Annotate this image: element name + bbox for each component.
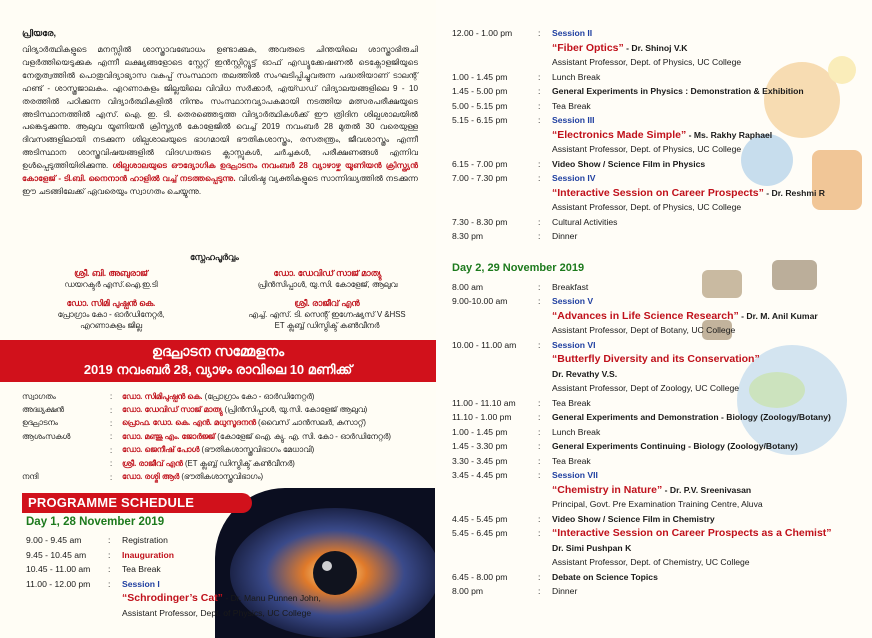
programme-row: : ശ്രീ. രാജീവ് എൻ (ET ക്ലബ്ബ് ഡിസ്ട്രിക്ട് കൺവീനർ)	[110, 458, 295, 469]
schedule-item: Dinner	[552, 586, 578, 596]
session-label: Session IV	[552, 173, 596, 183]
programme-detail: (വൈസ് ചാൻസലർ, കുസാറ്റ്)	[258, 418, 366, 428]
programme-name: ശ്രീ. രാജീവ് എൻ	[122, 458, 183, 468]
schedule-time: 1.00 - 1.45 pm	[452, 426, 508, 437]
schedule-time: 1.00 - 1.45 pm	[452, 71, 508, 82]
schedule-row: 11.00 - 12.00 pm : Session I “Schrodinger’s Cat” - Dr. Manu Punnen John,	[26, 577, 426, 606]
schedule-row: 9.00 - 9.45 am : Registration	[26, 533, 426, 548]
session-label: Session V	[552, 296, 594, 306]
signatory-name: ശ്രീ. രാജീവ് എൻ	[294, 298, 360, 308]
schedule-item: Breakfast	[552, 281, 589, 292]
session-affiliation: Assistant Professor, Dept. of Physics, UC College	[122, 607, 312, 618]
programme-name: ഡോ. ജെനീഷ് പോൾ	[122, 445, 200, 455]
schedule-row: 11.10 - 1.00 pm : General Experiments and Demonstration - Biology (Zoology/Botany)	[452, 410, 862, 425]
schedule-row: 4.45 - 5.45 pm : Video Show / Science Film in Chemistry	[452, 512, 862, 527]
schedule-time: 12.00 - 1.00 pm	[452, 28, 513, 38]
session-label: Session I	[122, 578, 160, 589]
programme-role: അദ്ധ്യക്ഷൻ	[22, 405, 64, 415]
schedule-row: 10.00 - 11.00 am : Session VI “Butterfly Diversity and its Conservation” Dr. Revathy V.S. Assistant Professor, Dept of Zoology, UC College	[452, 338, 862, 396]
inauguration-programme	[22, 390, 427, 484]
schedule-row: 7.30 - 8.30 pm : Cultural Activities	[452, 215, 862, 230]
inauguration-banner	[0, 340, 436, 382]
schedule-time: 10.45 - 11.00 am	[26, 564, 91, 574]
programme-name: ഡോ. രശ്മി ആർ	[122, 472, 180, 482]
session-affiliation: Principal, Govt. Pre Examination Training Centre, Aluva	[552, 499, 763, 509]
schedule-row: 8.30 pm : Dinner	[452, 229, 862, 244]
schedule-time: 11.00 - 11.10 am	[452, 397, 516, 408]
schedule-time: 5.15 - 6.15 pm	[452, 115, 508, 125]
schedule-item: Tea Break	[552, 397, 591, 408]
schedule-item: Lunch Break	[552, 71, 601, 82]
programme-row: അദ്ധ്യക്ഷൻ : ഡോ. ഡേവിഡ് സാജ് മാത്യു (പ്രിൻസിപ്പാൾ, യു.സി. കോളേജ് ആലുവ)	[22, 405, 368, 415]
session-speaker: - Dr. M. Anil Kumar	[741, 310, 818, 321]
session-title: “Schrodinger’s Cat”	[122, 592, 223, 604]
signatory-role: പ്രോഗ്രാം കോ - ഓർഡിനേറ്റർ,	[57, 310, 165, 319]
schedule-time: 10.00 - 11.00 am	[452, 339, 517, 350]
schedule-row: 3.30 - 3.45 pm : Tea Break	[452, 454, 862, 469]
session-affiliation: Assistant Professor, Dept. of Physics, UC College	[552, 202, 742, 212]
schedule-row: 6.15 - 7.00 pm : Video Show / Science Film in Physics	[452, 157, 862, 172]
session-title: “Interactive Session on Career Prospects”	[552, 186, 764, 199]
programme-name: പ്രൊഫ. ഡോ. കെ. എൻ. മധുസൂദനൻ	[122, 418, 256, 428]
schedule-time: 4.45 - 5.45 pm	[452, 513, 508, 524]
session-title: “Fiber Optics”	[552, 41, 624, 54]
schedule-time: 6.15 - 7.00 pm	[452, 158, 508, 169]
schedule-row: 8.00 am : Breakfast	[452, 280, 862, 295]
session-speaker: - Dr. Shinoj V.K	[626, 42, 688, 53]
programme-detail: (കോളേജ് ഐ. ക്യു. എ. സി. കോ - ഓർഡിനേറ്റർ)	[217, 431, 391, 441]
schedule-row	[26, 606, 426, 621]
signatory-name: ശ്രീ. ബി. അബുരാജ്	[74, 268, 148, 278]
schedule-row: 5.00 - 5.15 pm : Tea Break	[452, 99, 862, 114]
schedule-time: 5.45 - 6.45 pm	[452, 528, 508, 538]
session-title: “Electronics Made Simple”	[552, 128, 687, 141]
schedule-time: 8.30 pm	[452, 231, 484, 241]
programme-row: ആശംസകൾ : ഡോ. മഞ്ജു എം. ജോർജ്ജ് (കോളേജ് ഐ. ക്യു. എ. സി. കോ - ഓർഡിനേറ്റർ)	[22, 431, 391, 442]
schedule-item: General Experiments in Physics : Demonstration & Exhibition	[552, 86, 804, 96]
schedule-time: 3.30 - 3.45 pm	[452, 455, 508, 466]
schedule-item: Video Show / Science Film in Physics	[552, 158, 706, 169]
session-affiliation: Assistant Professor, Dept. of Physics, UC College	[552, 57, 742, 67]
programme-detail: (പ്രോഗ്രാം കോ - ഓർഡിനേറ്റർ)	[204, 391, 315, 401]
programme-detail: (ഭൗതികശാസ്ത്രവിഭാഗം)	[181, 472, 264, 482]
session-label: Session III	[552, 115, 595, 125]
programme-role: ഉദ്ഘാടനം	[22, 418, 58, 428]
programme-role: ആശംസകൾ	[22, 431, 71, 441]
schedule-time: 8.00 pm	[452, 586, 484, 596]
signatory-role-2: ET ക്ലബ്ബ് ഡിസ്ട്രിക്ട് കൺവീനർ	[274, 321, 380, 330]
schedule-row: 1.00 - 1.45 pm : Lunch Break	[452, 425, 862, 440]
letter-paragraph: വിദ്യാർത്ഥികളുടെ മനസ്സിൽ ശാസ്ത്രാവബോധം ഉണ്ടാക്കുക, അവരുടെ ചിന്തയിലെ ശാസ്ത്രാഭിരുചി വളർത്തിയെടുക്കുക എന്നീ ലക്ഷ്യങ്ങളോടെ സ്റ്റേറ്റ് ഇൻസ്റ്റിറ്റ്യൂട്ട് ഓഫ് എഡ്യൂക്കേഷണൽ ടെക്നോളജിയുടെ നേതൃത്വത്തിൽ പൊതുവിദ്യാഭ്യാസ വകുപ്പ് സംസ്ഥാന തലത്തിൽ സംഘടിപ്പിച്ചുവരുന്ന പദ്ധതിയാണ് ടാലന്റ് ഹണ്ട് - ശാസ്ത്രജാലകം. എറണാകുളം ജില്ലയിലെ വിവിധ സർക്കാർ, എയ്ഡഡ് വിദ്യാലയങ്ങളിലെ 9 - 10 തരത്തിൽ പഠിക്കുന്ന വിദ്യാർത്ഥികളിൽ നിന്നും സംസ്ഥാനവ്യാപകമായി നടത്തിയ മത്സരപരീക്ഷയുടെ അടിസ്ഥാനത്തിൽ എസ്. ഐ. ഇ. ടി. തെരഞ്ഞെടുത്ത വിദ്യാർത്ഥികൾക്ക് ഈ ത്രിദിന ശില്പശാലയിൽ പങ്കെടുക്കുന്നു. ആലുവ യൂണിയൻ ക്രിസ്ത്യൻ കോളേജിൽ വെച്ച് 2019 നവംബർ 28 മുതൽ 30 വരെയുള്ള ദിവസങ്ങളിലായി നടക്കുന്ന ശില്പശാലയുടെ ഭാഗമായി ഭൗതികശാസ്ത്രം, രസതന്ത്രം, ജീവശാസ്ത്രം എന്നീ അടിസ്ഥാന ശാസ്ത്രവിഷയങ്ങളിൽ വിദഗ്ധരുടെ ക്ലാസ്സുകൾ, ചർച്ചകൾ, പരീക്ഷണങ്ങൾ എന്നിവ ഉൾപ്പെടുത്തിയിരിക്കുന്നു.	[22, 45, 418, 171]
schedule-item: General Experiments and Demonstration - Biology (Zoology/Botany)	[552, 412, 831, 422]
schedule-time: 11.00 - 12.00 pm	[26, 578, 91, 589]
signatory-name: ഡോ. ഡേവിഡ് സാജ് മാത്യു	[273, 268, 382, 278]
programme-row: : ഡോ. ജെനീഷ് പോൾ (ഭൗതികശാസ്ത്രവിഭാഗം മേധാവി)	[110, 445, 315, 455]
session-affiliation: Assistant Professor, Dept of Botany, UC College	[552, 325, 736, 335]
session-speaker: - Dr. Manu Punnen John,	[225, 593, 321, 603]
signatory	[230, 268, 425, 290]
programme-detail: (ഭൗതികശാസ്ത്രവിഭാഗം മേധാവി)	[201, 445, 315, 455]
programme-row: നന്ദി : ഡോ. രശ്മി ആർ (ഭൗതികശാസ്ത്രവിഭാഗം)	[22, 472, 264, 482]
session-speaker: Dr. Simi Pushpan K	[552, 542, 632, 553]
session-speaker: - Dr. P.V. Sreenivasan	[664, 484, 752, 495]
schedule-row: 12.00 - 1.00 pm : Session II “Fiber Optics” - Dr. Shinoj V.K Assistant Professor, Dept. of Physics, UC College	[452, 26, 862, 70]
schedule-item: Tea Break	[552, 100, 591, 111]
programme-role: സ്വാഗതം	[22, 391, 56, 401]
programme-name: ഡോ. മഞ്ജു എം. ജോർജ്ജ്	[122, 431, 216, 441]
schedule-row: 9.00-10.00 am : Session V “Advances in Life Science Research” - Dr. M. Anil Kumar Assistant Professor, Dept of Botany, UC College	[452, 294, 862, 338]
schedule-time: 8.00 am	[452, 281, 484, 292]
schedule-row: 11.00 - 11.10 am : Tea Break	[452, 396, 862, 411]
signatory-name: ഡോ. സിമി പുഷ്പൻ കെ.	[66, 298, 156, 308]
banner-date: 2019 നവംബർ 28, വ്യാഴം രാവിലെ 10 മണിക്ക്	[83, 362, 353, 377]
session-label: Session VI	[552, 339, 596, 350]
programme-row: ഉദ്ഘാടനം : പ്രൊഫ. ഡോ. കെ. എൻ. മധുസൂദനൻ (വൈസ് ചാൻസലർ, കുസാറ്റ്)	[22, 418, 366, 428]
signatory	[26, 298, 196, 331]
session-affiliation: Assistant Professor, Dept. of Physics, UC College	[552, 144, 742, 154]
schedule-time: 11.10 - 1.00 pm	[452, 412, 512, 422]
banner-title: ഉദ്ഘാടന സമ്മേളനം	[151, 343, 285, 359]
day1-title: Day 1, 28 November 2019	[26, 516, 165, 528]
programme-detail: (പ്രിൻസിപ്പാൾ, യു.സി. കോളേജ് ആലുവ)	[224, 405, 368, 415]
schedule-time: 1.45 - 3.30 pm	[452, 441, 508, 451]
schedule-row: 8.00 pm : Dinner	[452, 584, 862, 599]
session-affiliation: Assistant Professor, Dept of Zoology, UC College	[552, 383, 740, 393]
schedule-item: Cultural Activities	[552, 216, 618, 227]
signatory	[222, 298, 432, 331]
schedule-row: 9.45 - 10.45 am : Inauguration	[26, 548, 426, 563]
schedule-row: 5.45 - 6.45 pm : “Interactive Session on Career Prospects as a Chemist” Dr. Simi Pushpan K Assistant Professor, Dept. of Chemistry, UC College	[452, 526, 862, 570]
schedule-time: 9.00-10.00 am	[452, 296, 508, 306]
schedule-item: General Experiments Continuing - Biology (Zoology/Botany)	[552, 441, 798, 451]
schedule-time: 9.00 - 9.45 am	[26, 535, 82, 545]
schedule-item: Dinner	[552, 231, 578, 241]
schedule-item: Video Show / Science Film in Chemistry	[552, 513, 715, 524]
session-speaker: - Ms. Rakhy Raphael	[688, 129, 773, 140]
programme-schedule-heading: PROGRAMME SCHEDULE	[22, 493, 252, 513]
schedule-row: 1.45 - 3.30 pm : General Experiments Continuing - Biology (Zoology/Botany)	[452, 439, 862, 454]
programme-detail: (ET ക്ലബ്ബ് ഡിസ്ട്രിക്ട് കൺവീനർ)	[184, 458, 295, 468]
programme-role: നന്ദി	[22, 472, 39, 482]
schedule-time: 5.00 - 5.15 pm	[452, 100, 508, 111]
session-title: “Butterfly Diversity and its Conservation”	[552, 353, 760, 365]
programme-row: സ്വാഗതം : ഡോ. സിമിപുഷ്പൻ കെ. (പ്രോഗ്രാം കോ - ഓർഡിനേറ്റർ)	[22, 391, 315, 402]
day1-schedule-part1	[26, 533, 426, 620]
signatory-role-2: എറണാകുളം ജില്ല	[80, 321, 142, 330]
schedule-item: Registration	[122, 535, 168, 545]
schedule-item: Inauguration	[122, 549, 175, 560]
signatory-role: ഡയറക്ടർ എസ്.ഐ.ഇ.ടി	[64, 280, 158, 289]
schedule-time: 3.45 - 4.45 pm	[452, 470, 508, 480]
schedule-item: Tea Break	[122, 564, 161, 574]
session-title: “Interactive Session on Career Prospects as a Chemist”	[552, 527, 832, 539]
schedule-time: 7.30 - 8.30 pm	[452, 216, 508, 227]
day2-title: Day 2, 29 November 2019	[452, 261, 585, 274]
session-title: “Chemistry in Nature”	[552, 483, 663, 496]
programme-name: ഡോ. ഡേവിഡ് സാജ് മാത്യു	[122, 405, 223, 415]
schedule-row: 5.15 - 6.15 pm : Session III “Electronics Made Simple” - Ms. Rakhy Raphael Assistant Professor, Dept. of Physics, UC College	[452, 113, 862, 157]
schedule-item: Lunch Break	[552, 426, 601, 437]
letter-closing: സ്നേഹപൂർവ്വം	[190, 252, 239, 262]
session-label: Session VII	[552, 470, 598, 480]
schedule-row: 7.00 - 7.30 pm : Session IV “Interactive Session on Career Prospects” - Dr. Reshmi R Assistant Professor, Dept. of Physics, UC College	[452, 171, 862, 215]
letter-closing-paragraph: വിശിഷ്ട വ്യക്തികളുടെ സാന്നിദ്ധ്യത്തിൽ നടക്കുന്ന ഈ ചടങ്ങിലേക്ക് ഏവരെയും സ്വാഗതം ചെയ്യുന്നു.	[22, 174, 419, 196]
schedule-row: 1.00 - 1.45 pm : Lunch Break	[452, 70, 862, 85]
right-panel	[436, 0, 872, 638]
session-speaker: - Dr. Reshmi R	[766, 187, 825, 198]
schedule-row: 1.45 - 5.00 pm : General Experiments in Physics : Demonstration & Exhibition	[452, 84, 862, 99]
signatory-role: പ്രിൻസിപ്പാൾ, യു.സി. കോളേജ്, ആലുവ	[257, 280, 398, 289]
schedule-row: 10.45 - 11.00 am : Tea Break	[26, 562, 426, 577]
letter-body	[22, 44, 418, 199]
schedule-row: 3.45 - 4.45 pm : Session VII “Chemistry in Nature” - Dr. P.V. Sreenivasan Principal, Govt. Pre Examination Training Centre, Aluva	[452, 468, 862, 512]
signatory	[26, 268, 196, 290]
signatory-role: എച്ച്. എസ്. ടി. സെന്റ് ഇഗ്നേഷ്യസ് V &HSS	[248, 310, 406, 319]
session-affiliation: Assistant Professor, Dept. of Chemistry, UC College	[552, 557, 750, 567]
schedule-row: 6.45 - 8.00 pm : Debate on Science Topics	[452, 570, 862, 585]
schedule-time: 6.45 - 8.00 pm	[452, 571, 508, 582]
schedule-continued	[452, 26, 862, 599]
session-label: Session II	[552, 28, 593, 38]
schedule-item: Tea Break	[552, 455, 591, 466]
session-title: “Advances in Life Science Research”	[552, 309, 739, 322]
schedule-time: 9.45 - 10.45 am	[26, 549, 87, 560]
session-speaker: Dr. Revathy V.S.	[552, 368, 618, 379]
letter-greeting: പ്രിയരേ,	[22, 28, 56, 38]
schedule-time: 7.00 - 7.30 pm	[452, 173, 508, 183]
schedule-time: 1.45 - 5.00 pm	[452, 86, 508, 96]
programme-name: ഡോ. സിമിപുഷ്പൻ കെ.	[122, 391, 203, 401]
letter-highlight: ശില്പശാലയുടെ ഔദ്യോഗിക ഉദ്ഘാടനം നവംബർ 28 വ്യാഴാഴ്ച യൂണിയൻ ക്രിസ്ത്യൻ കോളേജ് - ടി.ബി. നൈനാൻ ഹാളിൽ വച്ച് നടത്തപ്പെടുന്നു.	[22, 161, 418, 184]
schedule-item: Debate on Science Topics	[552, 571, 658, 582]
